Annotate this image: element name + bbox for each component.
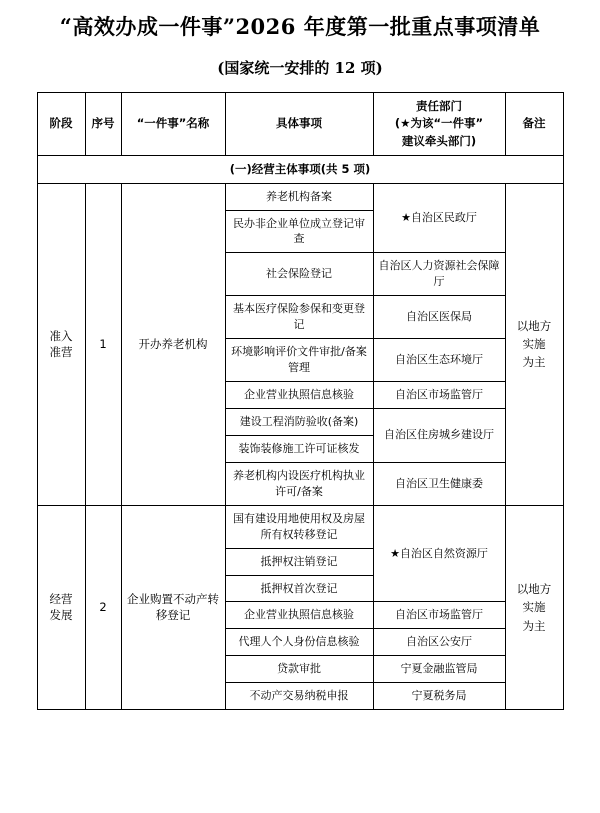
stage-line1: 经营 [49, 591, 73, 606]
item-cell: 养老机构内设医疗机构执业许可/备案 [225, 462, 373, 505]
row-name: 企业购置不动产转移登记 [121, 505, 225, 710]
dept-cell: 自治区人力资源社会保障厅 [373, 253, 505, 296]
stage-line1: 准入 [49, 328, 73, 343]
item-cell: 代理人个人身份信息核验 [225, 629, 373, 656]
header-dept-line1: 责任部门 [416, 99, 462, 114]
stage-line2: 准营 [49, 345, 73, 360]
item-cell: 装饰装修施工许可证核发 [225, 435, 373, 462]
note-cell [505, 505, 563, 710]
header-dept [373, 93, 505, 156]
note-line2: 实施 [522, 600, 546, 615]
header-note: 备注 [505, 93, 563, 156]
header-dept-line2: (★为该“一件事” [394, 116, 484, 131]
item-cell: 建设工程消防验收(备案) [225, 408, 373, 435]
item-cell: 基本医疗保险参保和变更登记 [225, 296, 373, 339]
page-subtitle: (国家统一安排的 12 项) [217, 59, 383, 78]
dept-cell: 自治区生态环境厅 [373, 339, 505, 382]
header-name: “一件事”名称 [121, 93, 225, 156]
item-cell: 社会保险登记 [225, 253, 373, 296]
item-cell: 贷款审批 [225, 656, 373, 683]
dept-cell: 自治区卫生健康委 [373, 462, 505, 505]
note-line3: 为主 [522, 355, 546, 370]
dept-cell: 自治区市场监管厅 [373, 602, 505, 629]
row-no: 1 [85, 183, 121, 505]
dept-cell: 宁夏税务局 [373, 683, 505, 710]
table-body [37, 155, 563, 709]
stage-line2: 发展 [49, 608, 73, 623]
dept-cell: ★自治区自然资源厅 [373, 505, 505, 602]
table-header [37, 93, 563, 156]
item-cell: 民办非企业单位成立登记审查 [225, 210, 373, 253]
dept-cell: 自治区市场监管厅 [373, 382, 505, 409]
table-row [37, 183, 563, 210]
header-item: 具体事项 [225, 93, 373, 156]
dept-cell: 自治区公安厅 [373, 629, 505, 656]
table-row [37, 505, 563, 548]
item-cell: 抵押权注销登记 [225, 548, 373, 575]
note-line3: 为主 [522, 618, 546, 633]
item-cell: 抵押权首次登记 [225, 575, 373, 602]
dept-cell: 自治区医保局 [373, 296, 505, 339]
header-stage: 阶段 [37, 93, 85, 156]
page-title: “高效办成一件事”2026 年度第一批重点事项清单 [59, 14, 541, 39]
item-cell: 国有建设用地使用权及房屋所有权转移登记 [225, 505, 373, 548]
note-line1: 以地方 [516, 318, 552, 333]
document-page [0, 14, 600, 813]
note-line1: 以地方 [516, 581, 552, 596]
table-header-row [37, 93, 563, 156]
note-line2: 实施 [522, 336, 546, 351]
item-cell: 企业营业执照信息核验 [225, 382, 373, 409]
row-name: 开办养老机构 [121, 183, 225, 505]
section-title: (一)经营主体事项(共 5 项) [37, 155, 563, 183]
header-no: 序号 [85, 93, 121, 156]
dept-cell: 宁夏金融监管局 [373, 656, 505, 683]
dept-cell: ★自治区民政厅 [373, 183, 505, 253]
item-cell: 养老机构备案 [225, 183, 373, 210]
item-cell: 企业营业执照信息核验 [225, 602, 373, 629]
dept-cell: 自治区住房城乡建设厅 [373, 408, 505, 462]
row-no: 2 [85, 505, 121, 710]
note-cell [505, 183, 563, 505]
stage-cell [37, 505, 85, 710]
items-table [37, 92, 564, 710]
section-header-row [37, 155, 563, 183]
stage-cell [37, 183, 85, 505]
item-cell: 不动产交易纳税申报 [225, 683, 373, 710]
item-cell: 环境影响评价文件审批/备案管理 [225, 339, 373, 382]
header-dept-line3: 建议牵头部门) [401, 133, 477, 148]
